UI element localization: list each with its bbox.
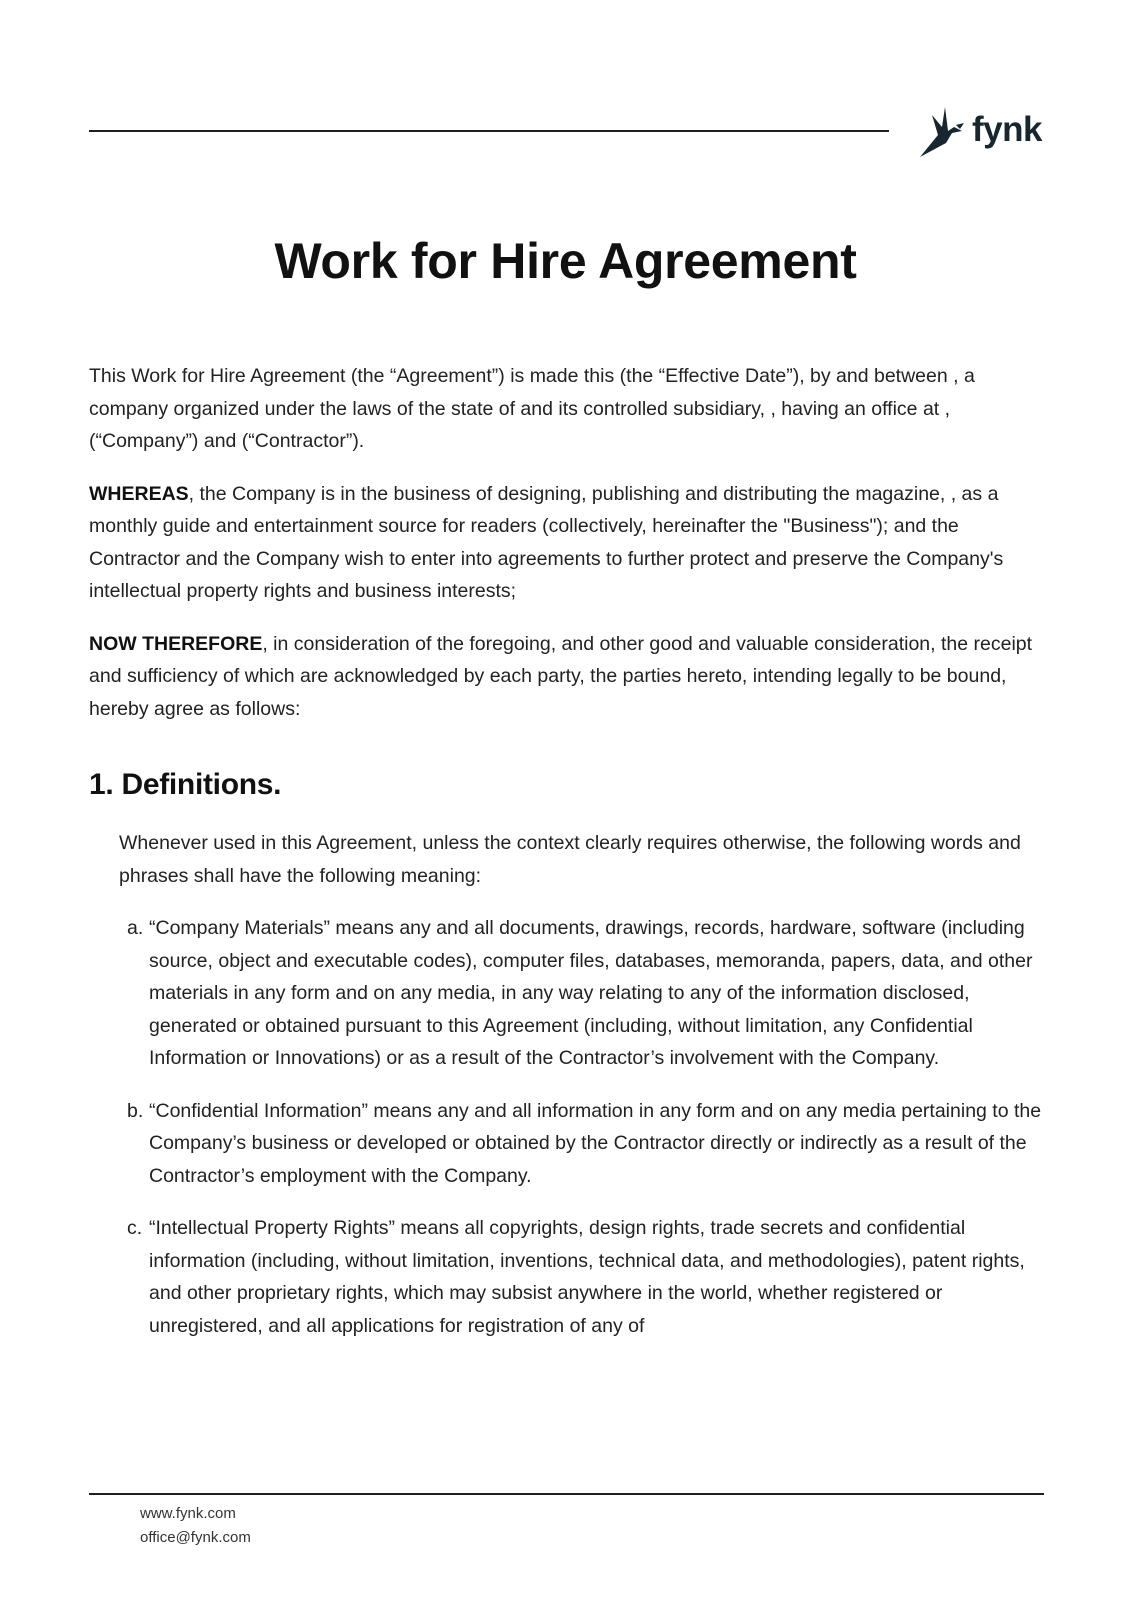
footer-website: www.fynk.com (140, 1505, 236, 1522)
fynk-bird-icon (918, 105, 966, 160)
fynk-wordmark: fynk (972, 109, 1042, 149)
list-item-text: “Intellectual Property Rights” means all copyrights, design rights, trade secrets and confidential information (including, without limitation, inventions, technical data, and methodologies), patent rights, and other proprietary rights, which may subsist anywhere in the world, whether registered or unregistered, and all applications for registration of any of (149, 1217, 1025, 1337)
fynk-logo (918, 105, 1048, 160)
list-item-text: “Confidential Information” means any and all information in any form and on any media pertaining to the Company’s business or developed or obtained by the Contractor directly or indirectly as a result of the Contractor’s employment with the Company. (149, 1099, 1042, 1187)
header-divider (89, 130, 889, 132)
document-body (89, 360, 1049, 1362)
list-item (127, 1212, 1049, 1342)
footer (140, 1502, 251, 1550)
list-item-marker: c. (127, 1217, 143, 1239)
list-item (127, 912, 1049, 1075)
list-item (127, 1095, 1049, 1193)
footer-email: office@fynk.com (140, 1529, 251, 1546)
list-item-text: “Company Materials” means any and all documents, drawings, records, hardware, software (including source, object and executable codes), computer files, databases, memoranda, papers, data, and other materials in any form and on any media, in any way relating to any of the information disclosed, generated or obtained pursuant to this Agreement (including, without limitation, any Confidential Information or Innovations) or as a result of the Contractor’s involvement with the Company. (149, 917, 1033, 1069)
now-therefore-label: NOW THEREFORE (89, 632, 263, 655)
whereas-paragraph (89, 478, 1049, 608)
document-title: Work for Hire Agreement (274, 233, 857, 289)
intro-paragraph: This Work for Hire Agreement (the “Agreement”) is made this (the “Effective Date”), by and between , a company organized under the laws of the state of and its controlled subsidiary, , having an office at , (“Company”) and (“Contractor”). (89, 365, 975, 452)
definitions-intro: Whenever used in this Agreement, unless the context clearly requires otherwise, the following words and phrases shall have the following meaning: (119, 832, 1021, 887)
definitions-list (89, 912, 1049, 1342)
section-heading-definitions: 1. Definitions. (89, 768, 282, 801)
whereas-label: WHEREAS (89, 482, 189, 505)
now-therefore-text: , in consideration of the foregoing, and other good and valuable consideration, the receipt and sufficiency of which are acknowledged by each party, the parties hereto, intending legally to be bound, hereby agree as follows: (89, 632, 1033, 720)
list-item-marker: b. (127, 1099, 144, 1122)
list-item-marker: a. (127, 917, 144, 939)
whereas-text: , the Company is in the business of designing, publishing and distributing the magazine, , as a monthly guide and entertainment source for readers (collectively, hereinafter the "Business"); and the Contractor and the Company wish to enter into agreements to further protect and preserve the Company's intellectual property rights and business interests; (89, 482, 1004, 602)
now-therefore-paragraph (89, 628, 1049, 726)
footer-divider (89, 1493, 1044, 1495)
